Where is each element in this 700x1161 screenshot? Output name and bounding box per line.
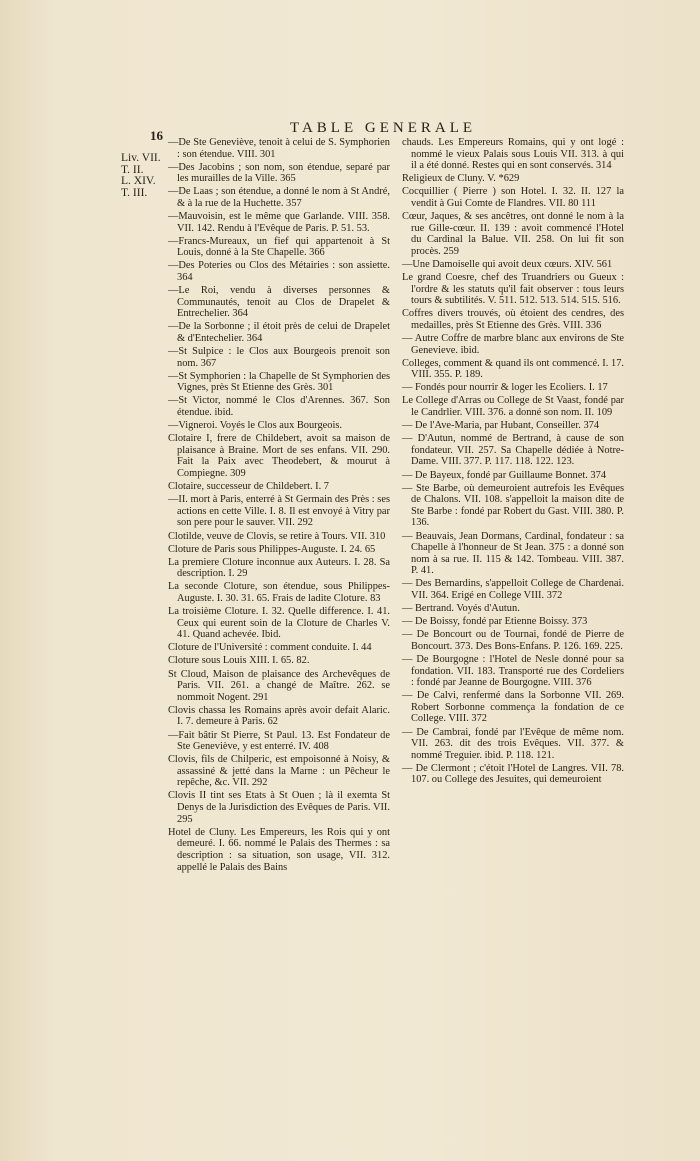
index-entry: chauds. Les Empereurs Romains, qui y ont logé : nommé le vieux Palais sous Louis VII. 313. à qui il a été donné. Restes qui en sont conservés. 314 (402, 137, 624, 172)
margin-note: Liv. VII. (121, 152, 161, 164)
index-entry: —II. mort à Paris, enterré à St Germain des Près : ses actions en cette Ville. I. 8. Il est envoyé à Vitry par son pere pour le sauver. VII. 292 (168, 494, 390, 529)
index-entry: —De Laas ; son étendue, a donné le nom à St André, & à la rue de la Huchette. 357 (168, 186, 390, 209)
index-entry: —St Victor, nommé le Clos d'Arennes. 367. Son étendue. ibid. (168, 395, 390, 419)
index-entry: La troisième Cloture. I. 32. Quelle difference. I. 41. Ceux qui eurent soin de la Cloture de Charles V. 41. Quand achevée. Ibid. (168, 606, 390, 641)
running-title: TABLE GENERALE (290, 120, 477, 136)
index-entry: —Le Roi, vendu à diverses personnes & Communautés, tenoit au Clos de Drapelet & Entrechelier. 364 (168, 285, 390, 320)
index-entry: Clovis, fils de Chilperic, est empoisonné à Noisy, & assassiné & jetté dans la Marne : un Pêcheur le repêche, &c. VII. 292 (168, 754, 390, 789)
index-entry: Cloture de l'Université : comment conduite. I. 44 (168, 642, 372, 654)
index-entry: —De Ste Geneviève, tenoit à celui de S. Symphorien : son étendue. VIII. 301 (168, 137, 390, 160)
index-entry: La seconde Cloture, son étendue, sous Philippes-Auguste. I. 30. 31. 65. Frais de ladite Cloture. 83 (168, 581, 390, 604)
index-entry: —De la Sorbonne ; il étoit près de celui de Drapelet & d'Entechelier. 364 (168, 321, 390, 344)
index-entry: — Des Bernardins, s'appelloit College de Chardenai. VII. 364. Erigé en College VIII. 372 (402, 578, 624, 601)
index-entry: Religieux de Cluny. V. *629 (402, 173, 520, 185)
left-column (168, 137, 390, 875)
index-entry: —Fait bâtir St Pierre, St Paul. 13. Est Fondateur de Ste Geneviève, y est enterré. IV. 408 (168, 729, 390, 753)
index-entry: —Mauvoisin, est le même que Garlande. VIII. 358. VII. 142. Rendu à l'Evêque de Paris. P. 51. 53. (168, 211, 390, 234)
index-entry: Cloture de Paris sous Philippes-Auguste. I. 24. 65 (168, 543, 376, 555)
index-entry: — De Bayeux, fondé par Guillaume Bonnet. 374 (402, 469, 607, 481)
index-entry: — De Clermont ; c'étoit l'Hotel de Langres. VII. 78. 107. ou College des Jesuites, qui demeuroient (402, 762, 624, 786)
index-entry: — De Calvi, renfermé dans la Sorbonne VII. 269. Robert Sorbonne commença la fondation de ce College. VIII. 372 (402, 690, 624, 725)
index-entry: —St Sulpice : le Clos aux Bourgeois prenoit son nom. 367 (168, 346, 390, 369)
index-entry: — Fondés pour nourrir & loger les Ecoliers. I. 17 (402, 382, 608, 394)
margin-note: T. III. (121, 186, 148, 199)
index-entry: Le grand Coesre, chef des Truandriers ou Gueux : l'ordre & les statuts qu'il fait observer : tous leurs tours & subtilités. V. 511. 512. 513. 514. 515. 516. (402, 272, 624, 307)
index-entry: Clotaire I, frere de Childebert, avoit sa maison de plaisance à Braine. Mort de ses enfans. VII. 290. Fait la Paix avec Theodebert, & mourut à Compiegne. 309 (168, 433, 390, 480)
index-entry: — De Boncourt ou de Tournai, fondé de Pierre de Boncourt. 373. Des Bons-Enfans. P. 126. 169. 225. (402, 629, 624, 652)
index-entry: — De Cambrai, fondé par l'Evêque de même nom. VII. 263. dit des trois Evêques. VII. 377. & nommé Treguier. ibid. P. 118. 121. (402, 726, 624, 761)
index-entry: Colleges, comment & quand ils ont commencé. I. 17. VIII. 355. P. 189. (402, 357, 624, 381)
margin-note: T. II. (121, 163, 144, 176)
index-entry: Cœur, Jaques, & ses ancêtres, ont donné le nom à la rue Gille-cœur. II. 139 : avoit commencé l'Hotel du Cardinal la Balue. VII. 258. On lui fit son procès. 259 (402, 211, 624, 257)
index-entry: Cocquillier ( Pierre ) son Hotel. I. 32. II. 127 la vendit à Gui Comte de Flandres. VII. 80 111 (402, 186, 624, 209)
index-entry: Le College d'Arras ou College de St Vaast, fondé par le Candrlier. VIII. 376. a donné son nom. II. 109 (402, 395, 624, 419)
index-entry: Hotel de Cluny. Les Empereurs, les Rois qui y ont demeuré. I. 66. nommé le Palais des Thermes : sa description : sa situation, son usage, VII. 312. appellé le Palais des Bains (168, 826, 390, 873)
margin-note: L. XIV. (121, 175, 156, 187)
right-column (402, 137, 624, 787)
index-entry: —Vigneroi. Voyés le Clos aux Bourgeois. (168, 420, 342, 432)
index-entry: Cloture sous Louis XIII. I. 65. 82. (168, 655, 310, 667)
index-entry: Clotilde, veuve de Clovis, se retire à Tours. VII. 310 (168, 530, 386, 542)
index-entry: — D'Autun, nommé de Bertrand, à cause de son fondateur. VII. 257. Sa Chapelle dédiée à Notre-Dame. VIII. 377. P. 117. 118. 122. 123. (402, 433, 624, 468)
index-entry: Clotaire, successeur de Childebert. I. 7 (168, 481, 330, 493)
index-entry: Clovis II tint ses Etats à St Ouen ; là il exemta St Denys de la Jurisdiction des Evêques de Paris. VII. 295 (168, 790, 390, 825)
index-entry: Clovis chassa les Romains après avoir defait Alaric. I. 7. demeure à Paris. 62 (168, 704, 390, 728)
index-entry: — Bertrand. Voyés d'Autun. (402, 603, 520, 615)
index-entry: La premiere Cloture inconnue aux Auteurs. I. 28. Sa description. I. 29 (168, 556, 390, 580)
index-entry: —Une Damoiselle qui avoit deux cœurs. XIV. 561 (402, 258, 613, 270)
index-entry: — De Boissy, fondé par Etienne Boissy. 373 (402, 616, 588, 628)
index-entry: — Beauvais, Jean Dormans, Cardinal, fondateur : sa Chapelle à l'honneur de St Jean. 375 : a donné son nom à sa rue. II. 115 & 142. Tombeau. VIII. 387. P. 41. (402, 530, 624, 577)
page-number: 16 (150, 128, 163, 143)
index-entry: St Cloud, Maison de plaisance des Archevêques de Paris. VII. 261. a changé de Maître. 262. se nommoit Nogent. 291 (168, 668, 390, 703)
index-entry: —Francs-Mureaux, un fief qui appartenoit à St Louis, donné à la Ste Chapelle. 366 (168, 235, 390, 259)
index-entry: —Des Poteries ou Clos des Métairies : son assiette. 364 (168, 260, 390, 284)
index-entry: — Autre Coffre de marbre blanc aux environs de Ste Genevieve. ibid. (402, 333, 624, 356)
index-entry: —Des Jacobins ; son nom, son étendue, separé par les murailles de la Ville. 365 (168, 161, 390, 185)
index-entry: — Ste Barbe, où demeuroient autrefois les Evêques de Chalons. VII. 108. s'appelloit la maison dite de Ste Barbe : fondé par Robert du Gast. VIII. 380. P. 136. (402, 482, 624, 529)
margin-notes (121, 153, 165, 199)
index-entry: — De Bourgogne : l'Hotel de Nesle donné pour sa fondation. VII. 183. Transporté rue des Cordeliers : fondé par Jeanne de Bourgogne. VIII. 376 (402, 653, 624, 689)
index-entry: —St Symphorien : la Chapelle de St Symphorien des Vignes, près St Etienne des Grès. 301 (168, 370, 390, 394)
index-entry: — De l'Ave-Maria, par Hubant, Conseiller. 374 (402, 420, 600, 432)
index-entry: Coffres divers trouvés, où étoient des cendres, des medailles, près St Etienne des Grès. VIII. 336 (402, 308, 624, 331)
